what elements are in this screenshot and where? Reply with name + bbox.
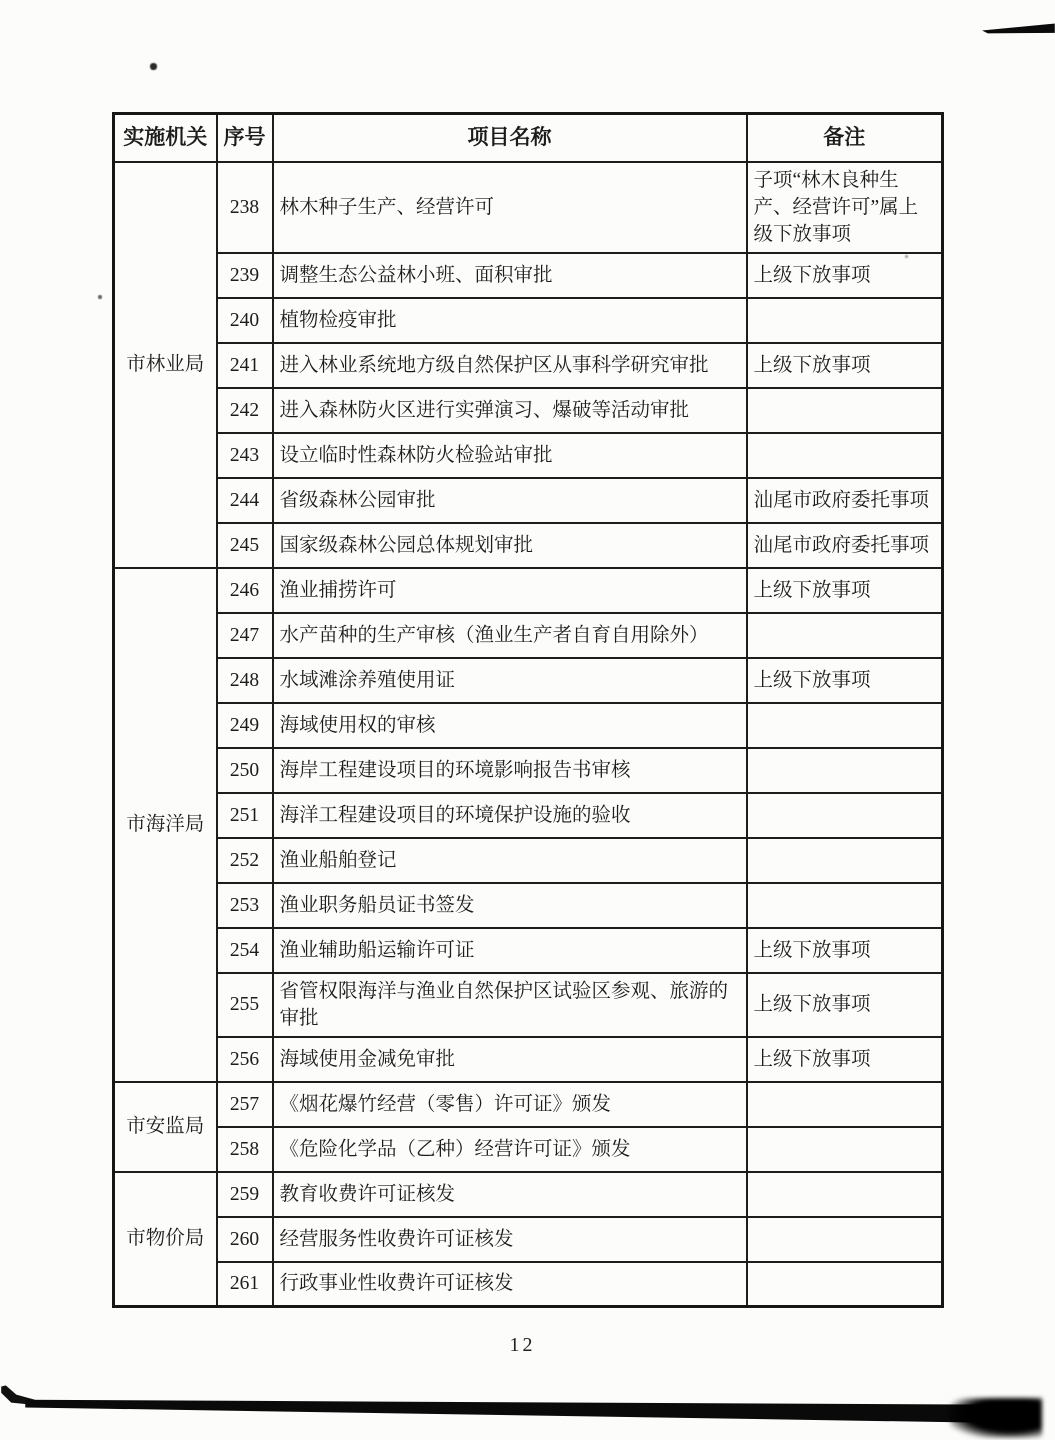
approval-items-table [112, 112, 944, 1308]
remark-cell [747, 1217, 943, 1262]
project-name-cell: 设立临时性森林防火检验站审批 [273, 433, 747, 478]
remark-cell [747, 1127, 943, 1172]
scan-speck [150, 63, 157, 70]
remark-cell: 上级下放事项 [747, 568, 943, 613]
project-name-cell: 林木种子生产、经营许可 [273, 162, 747, 253]
serial-number-cell: 245 [217, 523, 273, 568]
project-name-cell: 省管权限海洋与渔业自然保护区试验区参观、旅游的审批 [273, 973, 747, 1037]
table-row [114, 973, 943, 1037]
serial-number-cell: 257 [217, 1082, 273, 1127]
remark-cell [747, 748, 943, 793]
table-row [114, 1172, 943, 1217]
agency-cell: 市林业局 [114, 162, 217, 568]
table-row [114, 253, 943, 298]
remark-cell: 上级下放事项 [747, 973, 943, 1037]
project-name-cell: 进入林业系统地方级自然保护区从事科学研究审批 [273, 343, 747, 388]
serial-number-cell: 261 [217, 1262, 273, 1307]
table-row [114, 433, 943, 478]
remark-cell: 上级下放事项 [747, 658, 943, 703]
project-name-cell: 国家级森林公园总体规划审批 [273, 523, 747, 568]
agency-cell: 市物价局 [114, 1172, 217, 1307]
serial-number-cell: 258 [217, 1127, 273, 1172]
serial-number-cell: 253 [217, 883, 273, 928]
remark-cell: 汕尾市政府委托事项 [747, 523, 943, 568]
remark-cell [747, 613, 943, 658]
project-name-cell: 渔业辅助船运输许可证 [273, 928, 747, 973]
table-row [114, 478, 943, 523]
project-name-cell: 海域使用权的审核 [273, 703, 747, 748]
remark-cell [747, 793, 943, 838]
project-name-cell: 行政事业性收费许可证核发 [273, 1262, 747, 1307]
serial-number-cell: 238 [217, 162, 273, 253]
project-name-cell: 调整生态公益林小班、面积审批 [273, 253, 747, 298]
serial-number-cell: 256 [217, 1037, 273, 1082]
table-row [114, 703, 943, 748]
remark-cell [747, 883, 943, 928]
serial-number-cell: 254 [217, 928, 273, 973]
table-row [114, 658, 943, 703]
remark-cell: 子项“林木良种生产、经营许可”属上级下放事项 [747, 162, 943, 253]
table-header [114, 114, 943, 162]
remark-cell [747, 388, 943, 433]
project-name-cell: 水产苗种的生产审核（渔业生产者自育自用除外） [273, 613, 747, 658]
serial-number-cell: 240 [217, 298, 273, 343]
agency-cell: 市海洋局 [114, 568, 217, 1082]
project-name-cell: 海洋工程建设项目的环境保护设施的验收 [273, 793, 747, 838]
project-name-cell: 教育收费许可证核发 [273, 1172, 747, 1217]
project-name-cell: 渔业捕捞许可 [273, 568, 747, 613]
project-name-cell: 海岸工程建设项目的环境影响报告书审核 [273, 748, 747, 793]
table-row [114, 523, 943, 568]
serial-number-cell: 243 [217, 433, 273, 478]
project-name-cell: 渔业船舶登记 [273, 838, 747, 883]
agency-cell: 市安监局 [114, 1082, 217, 1172]
remark-cell: 上级下放事项 [747, 928, 943, 973]
table-row [114, 883, 943, 928]
table-row [114, 1082, 943, 1127]
header-remark: 备注 [747, 114, 943, 162]
serial-number-cell: 260 [217, 1217, 273, 1262]
project-name-cell: 植物检疫审批 [273, 298, 747, 343]
remark-cell: 上级下放事项 [747, 343, 943, 388]
scan-artifact-bottom-right-blob [950, 1398, 1042, 1438]
project-name-cell: 省级森林公园审批 [273, 478, 747, 523]
remark-cell: 上级下放事项 [747, 253, 943, 298]
header-agency: 实施机关 [114, 114, 217, 162]
remark-cell: 汕尾市政府委托事项 [747, 478, 943, 523]
remark-cell: 上级下放事项 [747, 1037, 943, 1082]
remark-cell [747, 1172, 943, 1217]
project-name-cell: 水域滩涂养殖使用证 [273, 658, 747, 703]
table-row [114, 388, 943, 433]
header-project-name: 项目名称 [273, 114, 747, 162]
project-name-cell: 《危险化学品（乙种）经营许可证》颁发 [273, 1127, 747, 1172]
header-row [114, 114, 943, 162]
serial-number-cell: 244 [217, 478, 273, 523]
table-row [114, 613, 943, 658]
remark-cell [747, 838, 943, 883]
table-body [114, 162, 943, 1307]
table-row [114, 298, 943, 343]
table-row [114, 1217, 943, 1262]
remark-cell [747, 433, 943, 478]
serial-number-cell: 248 [217, 658, 273, 703]
serial-number-cell: 255 [217, 973, 273, 1037]
serial-number-cell: 239 [217, 253, 273, 298]
project-name-cell: 渔业职务船员证书签发 [273, 883, 747, 928]
serial-number-cell: 252 [217, 838, 273, 883]
table-row [114, 1262, 943, 1307]
table-row [114, 748, 943, 793]
table-row [114, 1127, 943, 1172]
table-row [114, 928, 943, 973]
table-row [114, 838, 943, 883]
serial-number-cell: 250 [217, 748, 273, 793]
project-name-cell: 海域使用金减免审批 [273, 1037, 747, 1082]
project-name-cell: 《烟花爆竹经营（零售）许可证》颁发 [273, 1082, 747, 1127]
remark-cell [747, 703, 943, 748]
table-row [114, 568, 943, 613]
table-row [114, 793, 943, 838]
page-number: 12 [509, 1334, 536, 1356]
serial-number-cell: 249 [217, 703, 273, 748]
table-row [114, 1037, 943, 1082]
remark-cell [747, 1262, 943, 1307]
remark-cell [747, 298, 943, 343]
serial-number-cell: 242 [217, 388, 273, 433]
table-row [114, 162, 943, 253]
scan-artifact-bottom-line [25, 1394, 1031, 1426]
serial-number-cell: 251 [217, 793, 273, 838]
approval-items-table-wrap [112, 112, 941, 1308]
remark-cell [747, 1082, 943, 1127]
serial-number-cell: 259 [217, 1172, 273, 1217]
project-name-cell: 经营服务性收费许可证核发 [273, 1217, 747, 1262]
scan-artifact-top-right-streak [982, 23, 1055, 35]
serial-number-cell: 246 [217, 568, 273, 613]
scan-speck [98, 295, 102, 299]
serial-number-cell: 247 [217, 613, 273, 658]
table-row [114, 343, 943, 388]
serial-number-cell: 241 [217, 343, 273, 388]
project-name-cell: 进入森林防火区进行实弹演习、爆破等活动审批 [273, 388, 747, 433]
header-serial-number: 序号 [217, 114, 273, 162]
